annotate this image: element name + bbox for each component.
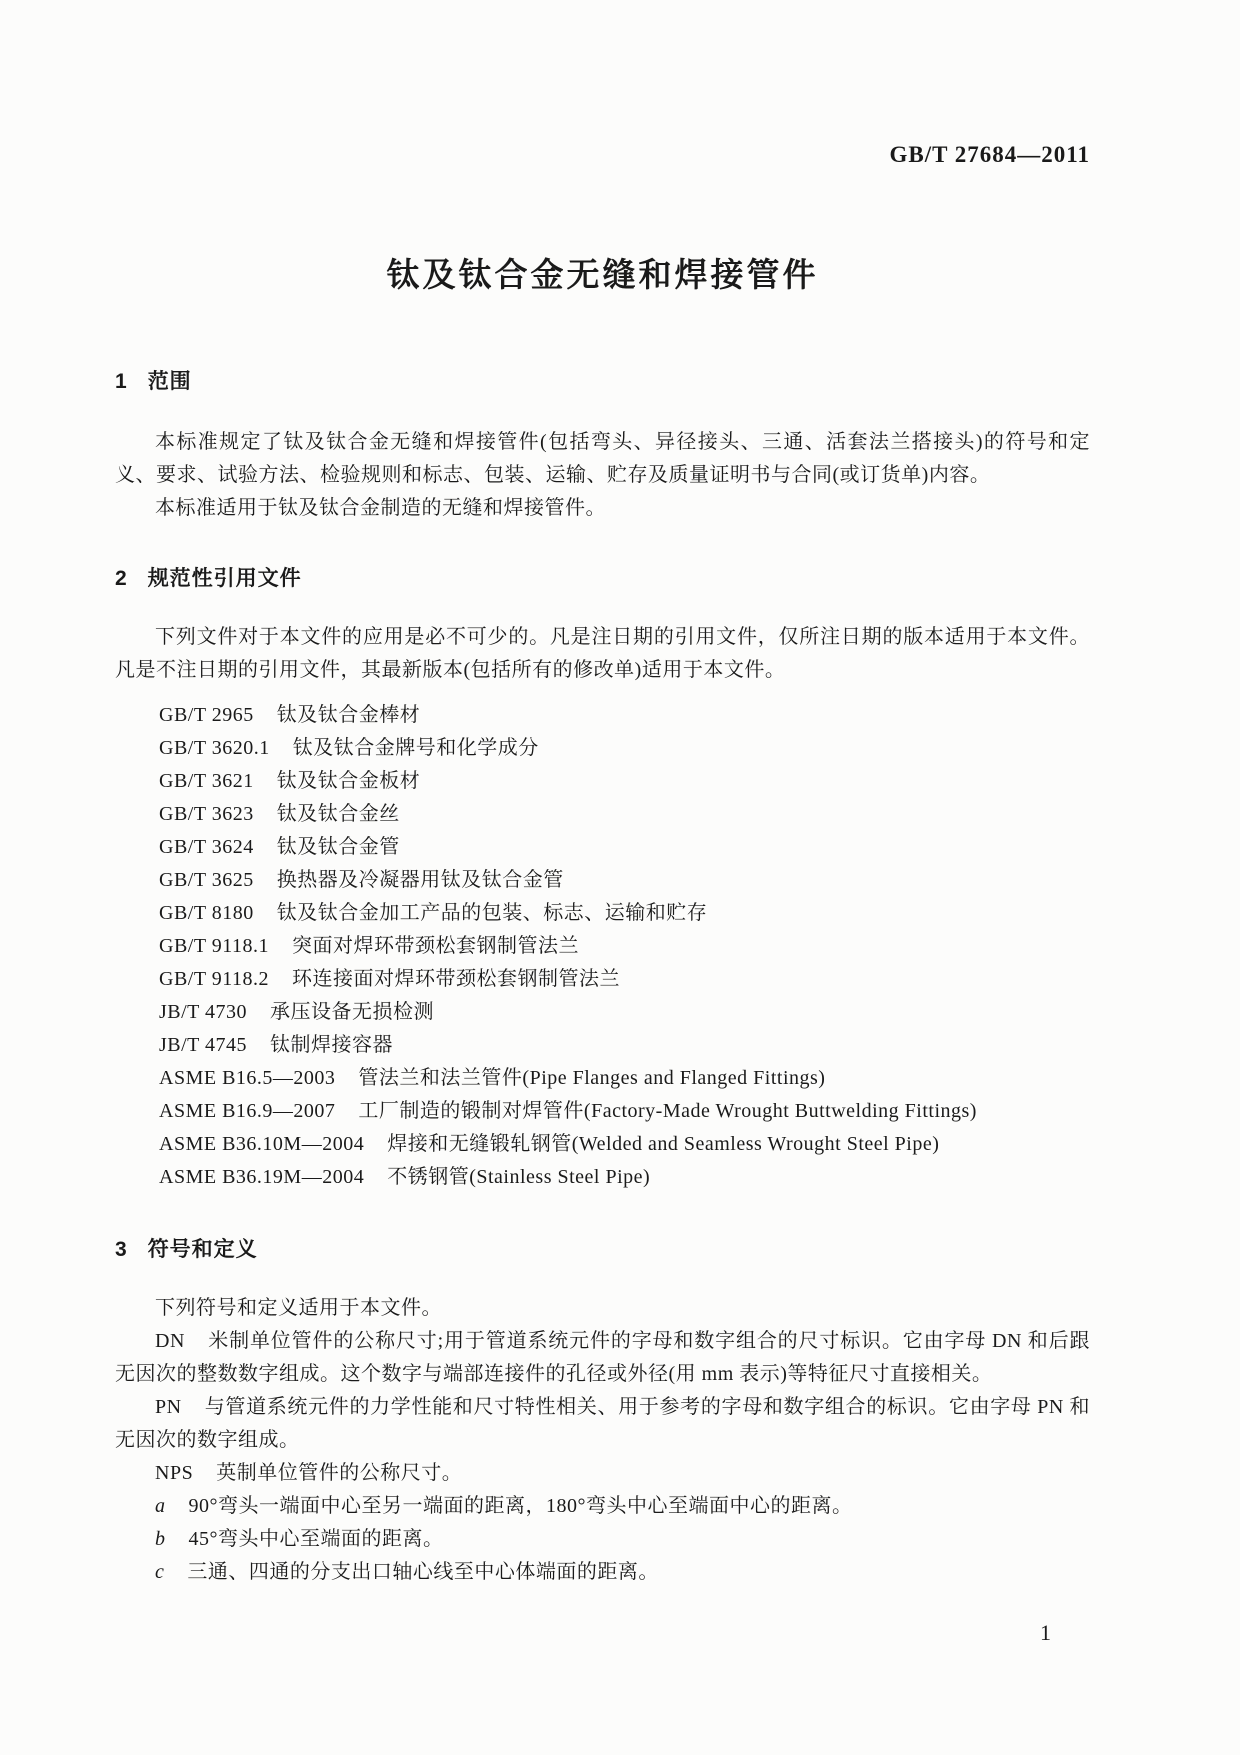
reference-item: [115, 930, 1090, 963]
definitions-intro-paragraph: 下列符号和定义适用于本文件。: [155, 1297, 442, 1319]
reference-title: 钛制焊接容器: [270, 1034, 394, 1056]
section-1-number: 1: [115, 370, 128, 393]
section-2-heading: [115, 565, 1090, 593]
definition-text: 米制单位管件的公称尺寸;用于管道系统元件的字母和数字组合的尺寸标识。它由字母 DN 和后跟无因次的整数数字组成。这个数字与端部连接件的孔径或外径(用 mm 表示)等特征尺寸直接相关。: [115, 1330, 1090, 1385]
reference-title: 钛及钛合金板材: [276, 770, 421, 792]
reference-item: [115, 1161, 1090, 1194]
reference-item: [115, 765, 1090, 798]
reference-title: 钛及钛合金牌号和化学成分: [292, 737, 539, 759]
scope-paragraph-2: 本标准适用于钛及钛合金制造的无缝和焊接管件。: [155, 497, 606, 519]
definition-var-b: [115, 1523, 1090, 1556]
reference-code: JB/T 4730: [159, 1001, 248, 1023]
reference-code: ASME B16.5—2003: [159, 1067, 336, 1089]
section-3-heading: [115, 1236, 1090, 1264]
page-number: 1: [1040, 1620, 1051, 1645]
section-1-heading: [115, 368, 1090, 396]
definition-text: 90°弯头一端面中心至另一端面的距离，180°弯头中心至端面中心的距离。: [188, 1495, 853, 1517]
reference-title: 换热器及冷凝器用钛及钛合金管: [276, 869, 564, 891]
reference-title: 不锈钢管(Stainless Steel Pipe): [387, 1166, 651, 1188]
reference-title: 钛及钛合金棒材: [276, 704, 421, 726]
reference-title: 环连接面对焊环带颈松套钢制管法兰: [291, 968, 620, 990]
reference-item: [115, 1128, 1090, 1161]
scope-paragraph-1: 本标准规定了钛及钛合金无缝和焊接管件(包括弯头、异径接头、三通、活套法兰搭接头)的符号和定义、要求、试验方法、检验规则和标志、包装、运输、贮存及质量证明书与合同(或订货单)内容。: [115, 431, 1090, 486]
definition-nps: [115, 1457, 1090, 1490]
section-1-title: 范围: [147, 370, 192, 393]
definition-text: 与管道系统元件的力学性能和尺寸特性相关、用于参考的字母和数字组合的标识。它由字母 PN 和无因次的数字组成。: [115, 1396, 1090, 1451]
symbol-pn: PN: [155, 1396, 182, 1418]
standard-number: GB/T 27684—2011: [889, 142, 1090, 167]
reference-code: GB/T 3625: [159, 869, 254, 891]
normative-references-list: [115, 699, 1090, 1194]
reference-title: 突面对焊环带颈松套钢制管法兰: [291, 935, 579, 957]
symbol-b: b: [155, 1528, 166, 1550]
definition-text: 三通、四通的分支出口轴心线至中心体端面的距离。: [187, 1561, 659, 1583]
definition-pn: [115, 1391, 1090, 1457]
reference-code: GB/T 3621: [159, 770, 254, 792]
reference-item: [115, 798, 1090, 831]
reference-item: [115, 699, 1090, 732]
definition-text: 45°弯头中心至端面的距离。: [188, 1528, 444, 1550]
reference-code: GB/T 2965: [159, 704, 254, 726]
reference-item: [115, 996, 1090, 1029]
symbol-a: a: [155, 1495, 166, 1517]
reference-title: 工厂制造的锻制对焊管件(Factory-Made Wrought Buttwelding Fittings): [358, 1100, 977, 1122]
reference-title: 钛及钛合金加工产品的包装、标志、运输和贮存: [276, 902, 708, 924]
section-2-number: 2: [115, 567, 128, 590]
reference-code: GB/T 8180: [159, 902, 254, 924]
reference-item: [115, 1095, 1090, 1128]
reference-title: 管法兰和法兰管件(Pipe Flanges and Flanged Fittings): [358, 1067, 826, 1089]
reference-code: GB/T 3623: [159, 803, 254, 825]
symbol-dn: DN: [155, 1330, 185, 1352]
reference-code: GB/T 3620.1: [159, 737, 270, 759]
reference-title: 焊接和无缝锻轧钢管(Welded and Seamless Wrought Steel Pipe): [387, 1133, 940, 1155]
reference-item: [115, 963, 1090, 996]
reference-code: ASME B36.10M—2004: [159, 1133, 365, 1155]
reference-code: GB/T 9118.1: [159, 935, 269, 957]
reference-code: JB/T 4745: [159, 1034, 248, 1056]
reference-item: [115, 831, 1090, 864]
definition-text: 英制单位管件的公称尺寸。: [216, 1462, 463, 1484]
symbol-c: c: [155, 1561, 165, 1583]
definition-dn: [115, 1325, 1090, 1391]
reference-code: ASME B36.19M—2004: [159, 1166, 365, 1188]
symbol-nps: NPS: [155, 1462, 194, 1484]
section-3-title: 符号和定义: [147, 1238, 258, 1261]
section-3-number: 3: [115, 1238, 128, 1261]
definition-var-c: [115, 1556, 1090, 1589]
reference-item: [115, 732, 1090, 765]
reference-code: GB/T 9118.2: [159, 968, 269, 990]
definition-var-a: [115, 1490, 1090, 1523]
reference-title: 钛及钛合金丝: [276, 803, 400, 825]
reference-item: [115, 897, 1090, 930]
reference-item: [115, 864, 1090, 897]
reference-title: 钛及钛合金管: [276, 836, 400, 858]
reference-code: ASME B16.9—2007: [159, 1100, 336, 1122]
references-intro-paragraph: 下列文件对于本文件的应用是必不可少的。凡是注日期的引用文件，仅所注日期的版本适用于本文件。凡是不注日期的引用文件，其最新版本(包括所有的修改单)适用于本文件。: [115, 626, 1090, 681]
reference-code: GB/T 3624: [159, 836, 254, 858]
reference-item: [115, 1062, 1090, 1095]
reference-title: 承压设备无损检测: [270, 1001, 435, 1023]
section-2-title: 规范性引用文件: [147, 567, 302, 590]
reference-item: [115, 1029, 1090, 1062]
document-title: 钛及钛合金无缝和焊接管件: [386, 256, 819, 293]
